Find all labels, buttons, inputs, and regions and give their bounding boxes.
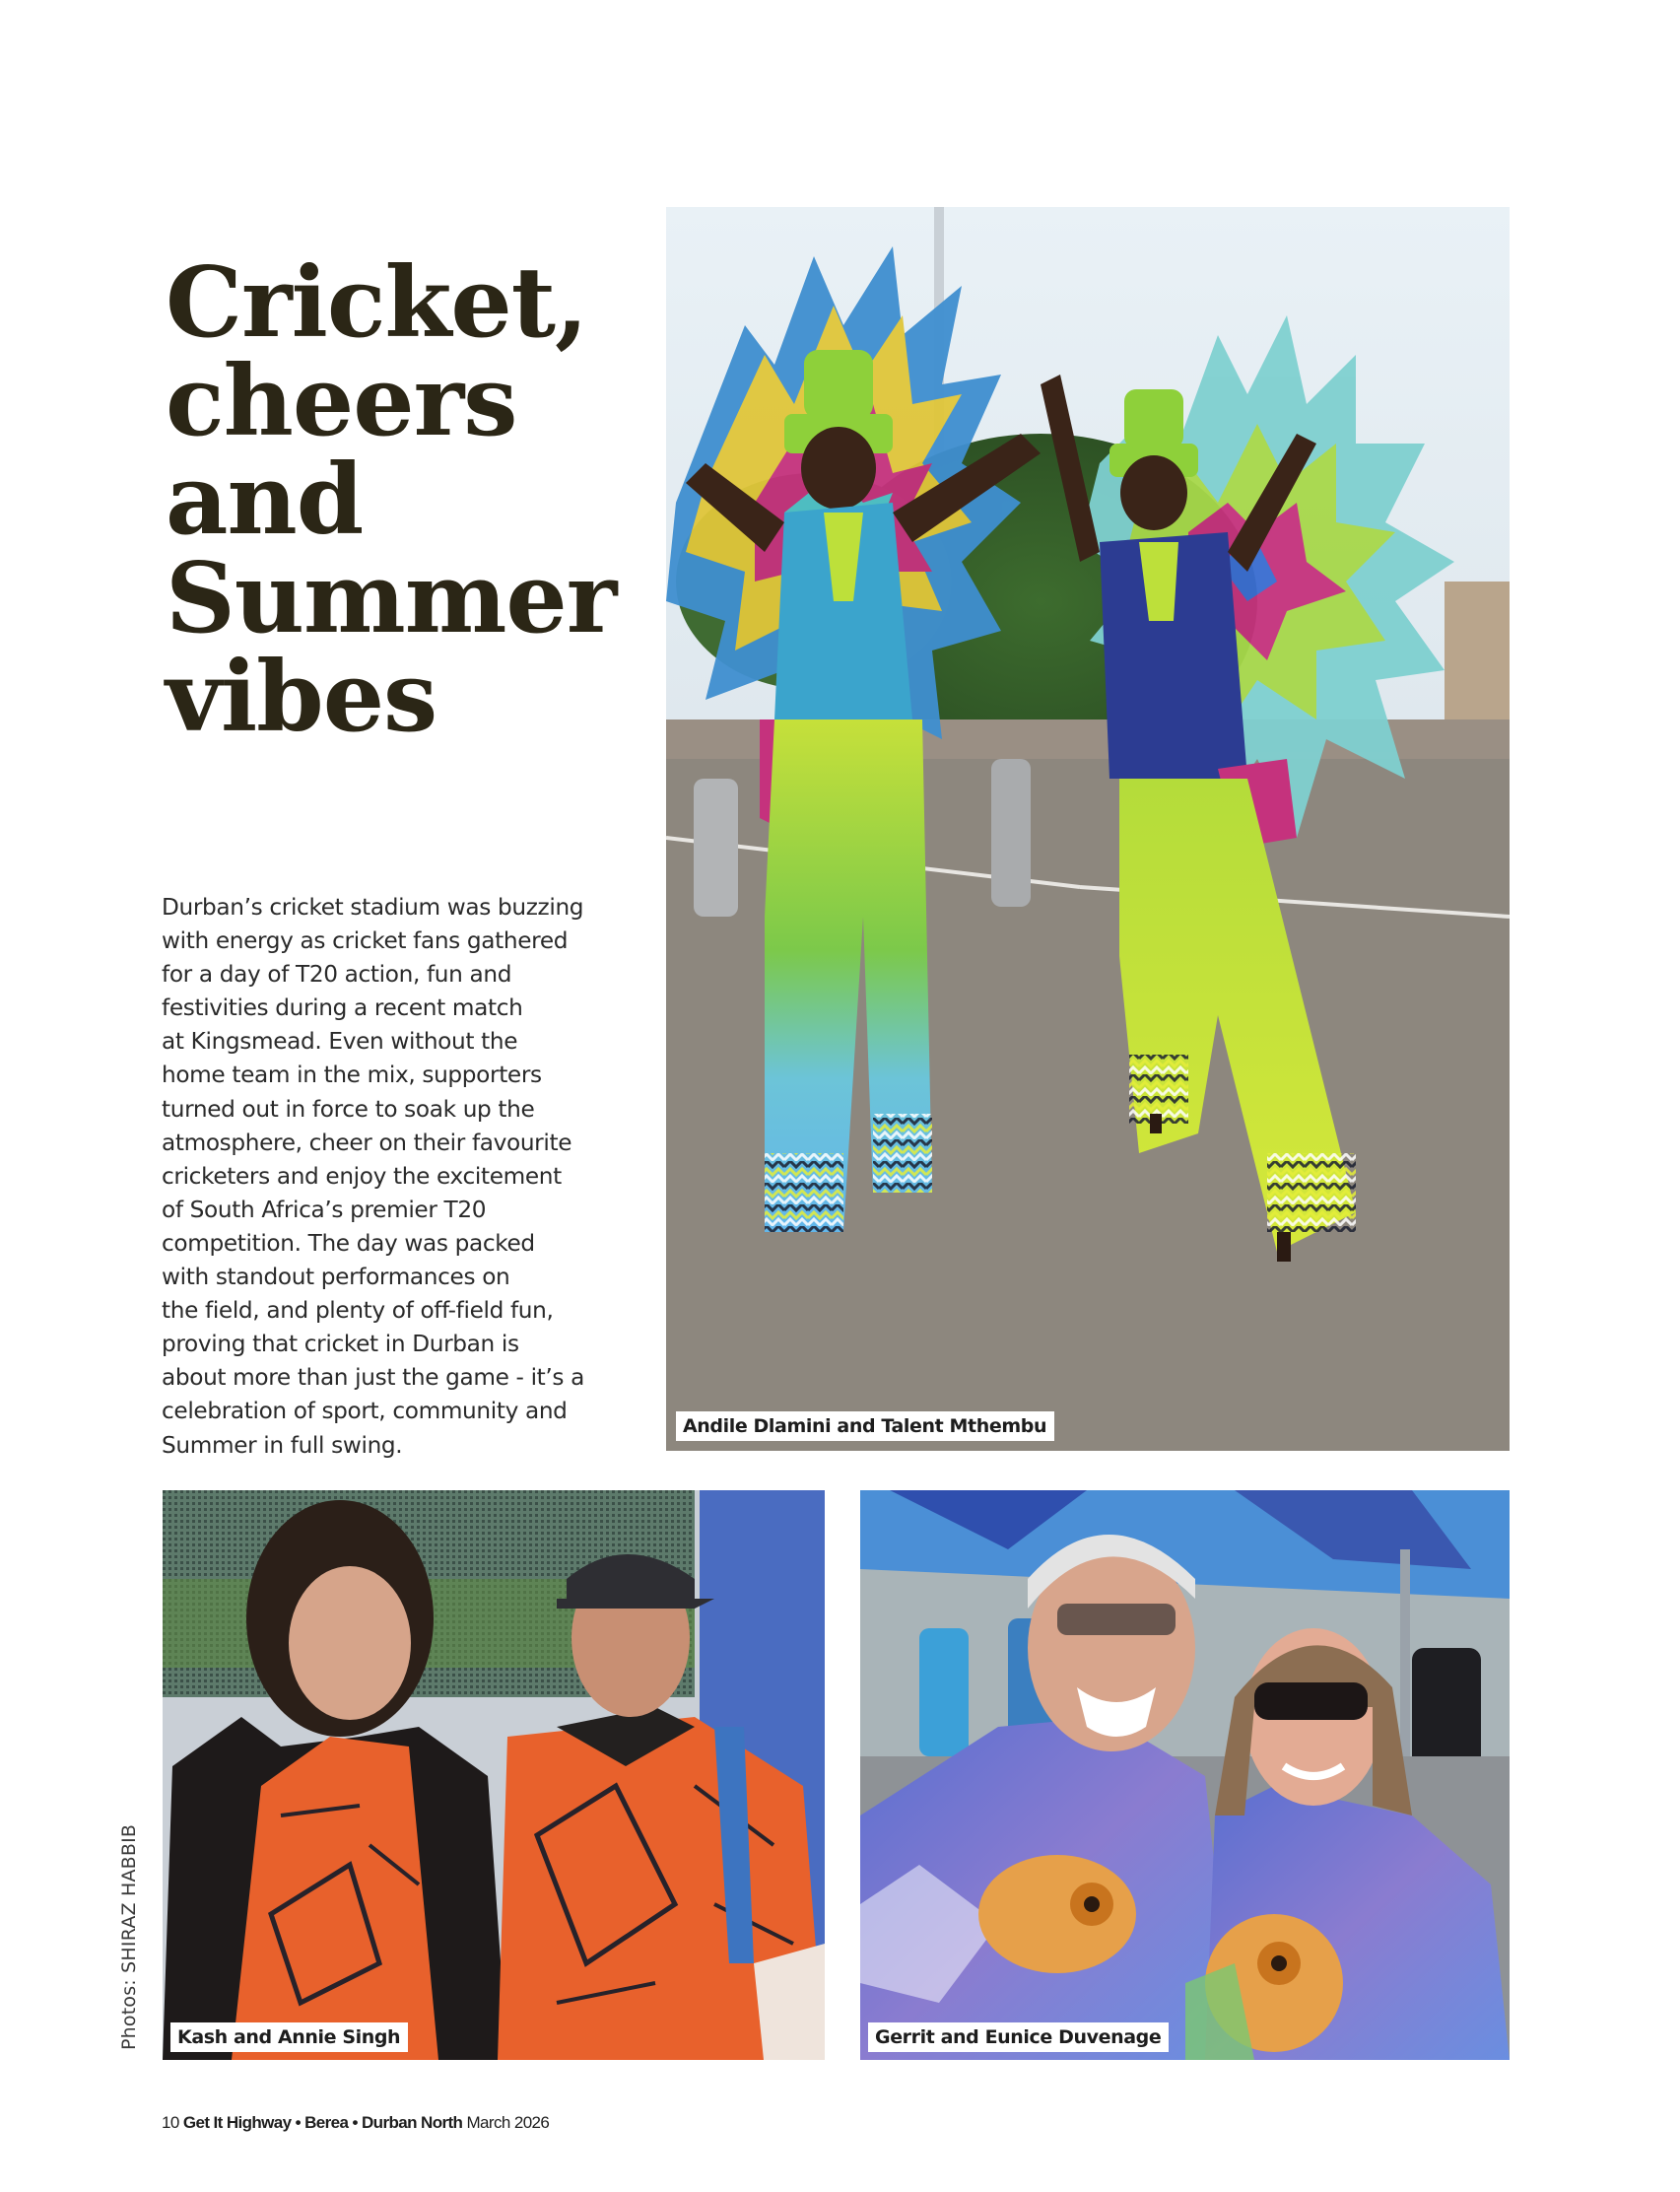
page-footer <box>162 2113 549 2133</box>
body-line: the field, and plenty of off-field fun, <box>162 1297 554 1325</box>
page-number: 10 <box>162 2113 179 2132</box>
area-name: Durban North <box>362 2113 463 2132</box>
body-line: festivities during a recent match <box>162 994 523 1022</box>
headline-line: Cricket, <box>166 246 588 360</box>
body-line: about more than just the game - it’s a <box>162 1364 585 1392</box>
publication-name: Get It Highway <box>182 2113 292 2132</box>
body-line: of South Africa’s premier T20 <box>162 1196 487 1223</box>
body-line: with energy as cricket fans gathered <box>162 927 569 955</box>
body-line: Durban’s cricket stadium was buzzing <box>162 894 584 921</box>
photo-caption: Gerrit and Eunice Duvenage <box>868 2022 1169 2052</box>
article-body <box>162 891 654 1463</box>
body-line: atmosphere, cheer on their favourite <box>162 1129 572 1156</box>
area-name: Berea <box>304 2113 349 2132</box>
body-line: at Kingsmead. Even without the <box>162 1028 518 1056</box>
body-line: proving that cricket in Durban is <box>162 1331 519 1358</box>
photo-caption: Andile Dlamini and Talent Mthembu <box>676 1411 1054 1441</box>
body-line: with standout performances on <box>162 1264 510 1291</box>
photo-stilt-walkers <box>666 207 1510 1451</box>
photo-caption: Kash and Annie Singh <box>170 2022 408 2052</box>
headline-line: cheers <box>166 345 517 458</box>
duvenage-photo-image <box>860 1490 1510 2060</box>
body-line: cricketers and enjoy the excitement <box>162 1162 562 1190</box>
body-line: celebration of sport, community and <box>162 1398 568 1425</box>
body-line: for a day of T20 action, fun and <box>162 961 512 989</box>
body-line: Summer in full swing. <box>162 1431 403 1459</box>
photo-gerrit-eunice-duvenage <box>860 1490 1510 2060</box>
footer-separator: • <box>291 2113 305 2132</box>
photo-credit: Photos: SHIRAZ HABBIB <box>118 1823 140 2050</box>
stilt-walkers-image <box>666 207 1510 1451</box>
headline-line: Summer <box>166 542 617 655</box>
issue-date: March 2026 <box>466 2113 550 2132</box>
body-line: competition. The day was packed <box>162 1229 535 1257</box>
article-headline <box>166 246 658 754</box>
headline-line: vibes <box>166 641 437 754</box>
body-line: turned out in force to soak up the <box>162 1095 535 1123</box>
singh-photo-image <box>163 1490 825 2060</box>
body-line: home team in the mix, supporters <box>162 1062 542 1089</box>
footer-separator: • <box>348 2113 362 2132</box>
photo-kash-annie-singh <box>163 1490 825 2060</box>
headline-line: and <box>166 444 364 557</box>
